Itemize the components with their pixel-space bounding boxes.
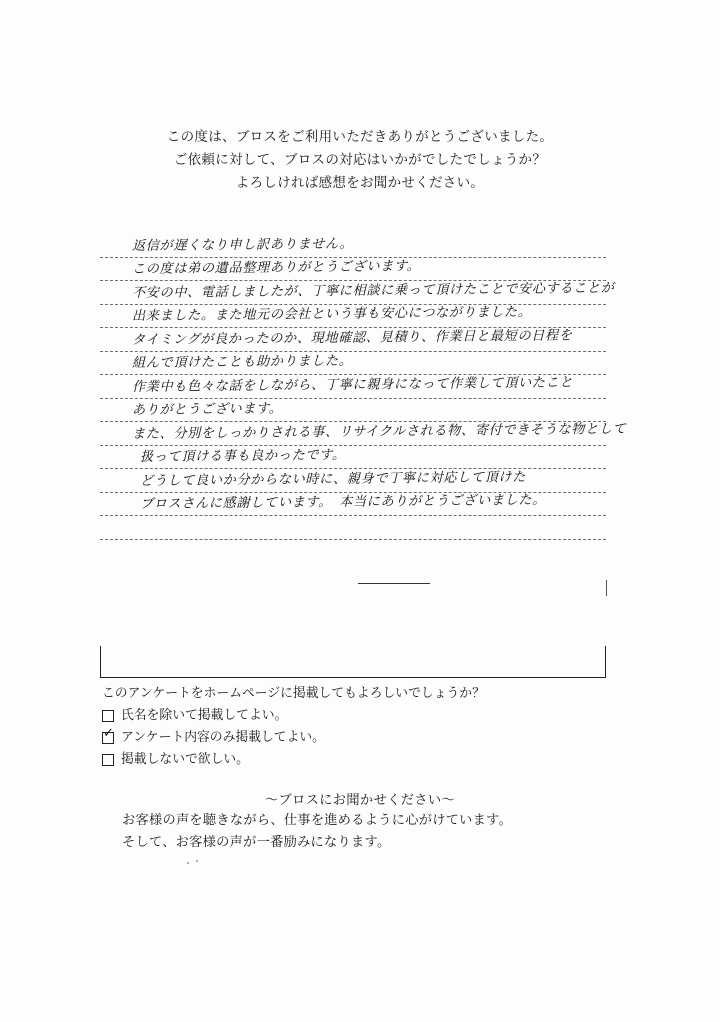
check-mark-icon: ✓ xyxy=(103,726,114,741)
option-label: アンケート内容のみ掲載してよい。 xyxy=(121,730,325,745)
comment-line xyxy=(100,446,606,470)
survey-option-do-not-publish[interactable] xyxy=(102,749,485,771)
handwritten-text: 不安の中、電話しましたが、丁寧に相談に乗って頂けたことで安心することが xyxy=(131,280,615,301)
divider xyxy=(358,583,430,584)
divider xyxy=(606,580,607,596)
intro-line: この度は、ブロスをご利用いただきありがとうございました。 xyxy=(166,129,554,145)
checkbox-checked-icon[interactable] xyxy=(102,726,114,744)
handwritten-text: どうして良いか分からない時に、親身で丁寧に対応して頂けた xyxy=(139,469,527,489)
comment-line xyxy=(100,328,606,352)
handwritten-text: 扱って頂ける事も良かったです。 xyxy=(139,447,346,465)
option-label: 掲載しないで欲しい。 xyxy=(121,752,249,767)
voice-line: そして、お客様の声が一番励みになります。 xyxy=(122,835,391,850)
voice-section-body xyxy=(122,810,512,854)
comment-line xyxy=(100,493,606,517)
survey-option-content-only[interactable] xyxy=(102,727,485,749)
handwritten-text: 返信が遅くなり申し訳ありません。 xyxy=(131,236,354,254)
comment-line xyxy=(100,375,606,399)
option-label: 氏名を除いて掲載してよい。 xyxy=(121,708,288,723)
voice-section-title: ～ブロスにお聞かせください～ xyxy=(264,793,456,808)
comment-line xyxy=(100,234,606,258)
intro-text xyxy=(0,126,720,195)
comment-line xyxy=(100,516,606,540)
comment-line xyxy=(100,421,627,446)
handwritten-text: 出来ました。また地元の会社という事も安心につながりました。 xyxy=(131,304,532,324)
handwritten-text: この度は弟の遺品整理ありがとうございます。 xyxy=(131,258,421,277)
intro-line: ご依頼に対して、ブロスの対応はいかがでしたでしょうか？ xyxy=(173,152,547,168)
voice-line: お客様の声を聴きながら、仕事を進めるように心がけています。 xyxy=(122,813,513,828)
handwritten-text: 組んで頂けたことも助かりました。 xyxy=(131,353,353,371)
handwritten-comment-area xyxy=(100,234,627,540)
handwritten-text: 作業中も色々な話をしながら、丁寧に親身になって作業して頂いたこと xyxy=(131,374,574,395)
scan-speck xyxy=(196,860,198,862)
survey-question: このアンケートをホームページに掲載してもよろしいでしょうか？ xyxy=(102,686,485,701)
scan-speck xyxy=(187,862,189,864)
intro-line: よろしければ感想をお聞かせください。 xyxy=(235,175,485,191)
publish-consent-survey xyxy=(102,683,485,771)
handwritten-text: タイミングが良かったのか、現地確認、見積り、作業日と最短の日程を xyxy=(131,327,573,348)
checkbox-icon[interactable] xyxy=(102,710,114,722)
handwritten-text: また、分別をしっかりされる事、リサイクルされる物、寄付できそうな物として xyxy=(131,421,627,442)
handwritten-text: ブロスさんに感謝しています。 本当にありがとうございました。 xyxy=(139,492,546,512)
name-box-frame xyxy=(100,646,606,678)
survey-option-exclude-name[interactable] xyxy=(102,705,485,727)
checkbox-icon[interactable] xyxy=(102,754,114,766)
handwritten-text: ありがとうございます。 xyxy=(131,401,283,418)
